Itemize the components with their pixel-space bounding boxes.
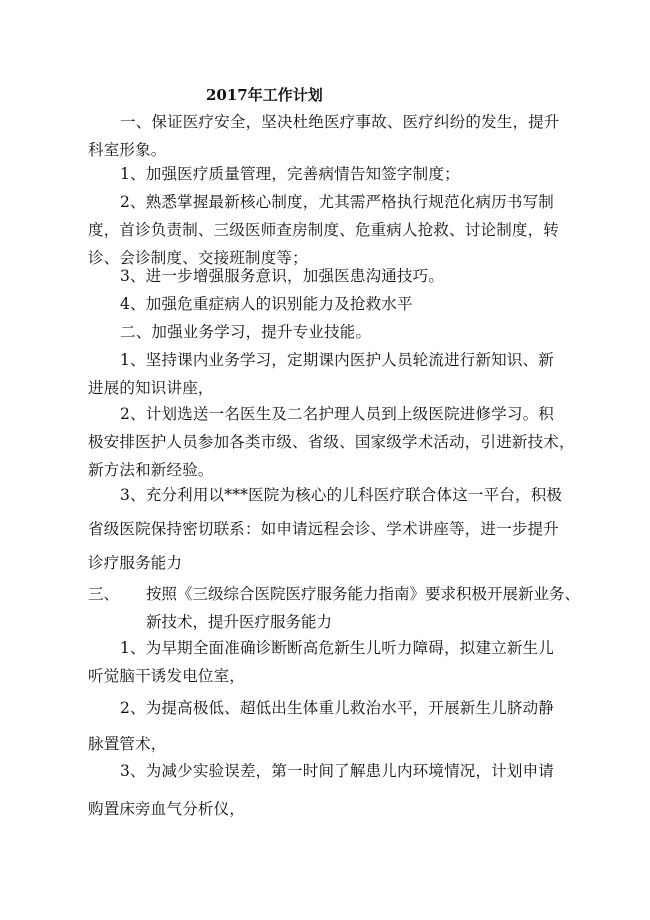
paragraph-item	[88, 400, 575, 484]
paragraph-section1-heading	[88, 108, 560, 164]
text-line: 极安排医护人员参加各类市级、省级、国家级学术活动，引进新技术，	[88, 433, 575, 451]
text-line: 省级医院保持密切联系：如申请远程会诊、学术讲座等，进一步提升	[88, 520, 560, 538]
text-line: 4、加强危重症病人的识别能力及抢救水平	[120, 295, 413, 313]
text-line: 脉置管术，	[88, 735, 167, 753]
text-line: 1、加强医疗质量管理，完善病情告知签字制度；	[120, 165, 460, 183]
document-title: 2017年工作计划	[206, 86, 323, 104]
paragraph-item	[88, 160, 560, 188]
text-line: 新方法和新经验。	[88, 461, 214, 479]
text-line: 诊疗服务能力	[88, 554, 183, 572]
paragraph-item	[88, 262, 560, 290]
paragraph-section3-heading	[146, 580, 581, 636]
text-line: 3、为减少实验误差，第一时间了解患儿内环境情况，计划申请	[120, 762, 554, 780]
section3-number: 三、	[88, 585, 120, 603]
paragraph-item	[88, 346, 560, 402]
text-line: 2、为提高极低、超低出生体重儿救治水平，开展新生儿脐动静	[120, 699, 554, 717]
paragraph-item	[88, 752, 560, 828]
paragraph-item	[88, 478, 563, 580]
paragraph-section2-heading	[88, 318, 560, 346]
text-line: 2、熟悉掌握最新核心制度，尤其需严格执行规范化病历书写制	[120, 193, 554, 211]
text-line: 3、充分利用以***医院为核心的儿科医疗联合体这一平台，积极	[120, 486, 563, 504]
text-line: 3、进一步增强服务意识，加强医患沟通技巧。	[120, 267, 445, 285]
text-line: 按照《三级综合医院医疗服务能力指南》要求积极开展新业务、	[146, 585, 581, 603]
text-line: 一、保证医疗安全，坚决杜绝医疗事故、医疗纠纷的发生，提升	[120, 113, 560, 131]
text-line: 进展的知识讲座，	[88, 379, 214, 397]
text-line: 新技术，提升医疗服务能力	[146, 613, 333, 631]
text-line: 科室形象。	[88, 141, 167, 159]
text-line: 1、为早期全面准确诊断断高危新生儿听力障碍，拟建立新生儿	[120, 639, 554, 657]
text-line: 二、加强业务学习，提升专业技能。	[120, 323, 372, 341]
text-line: 度，首诊负责制、三级医师查房制度、危重病人抢救、讨论制度，转	[88, 221, 560, 239]
paragraph-item	[88, 634, 560, 690]
paragraph-item	[88, 188, 560, 272]
text-line: 诊、会诊制度、交接班制度等；	[88, 249, 308, 267]
text-line: 购置床旁血气分析仪，	[88, 800, 246, 818]
text-line: 听觉脑干诱发电位室，	[88, 667, 246, 685]
text-line: 1、坚持课内业务学习，定期课内医护人员轮流进行新知识、新	[120, 351, 554, 369]
text-line: 2、计划选送一名医生及二名护理人员到上级医院进修学习。积	[120, 405, 554, 423]
paragraph-item	[88, 290, 560, 318]
